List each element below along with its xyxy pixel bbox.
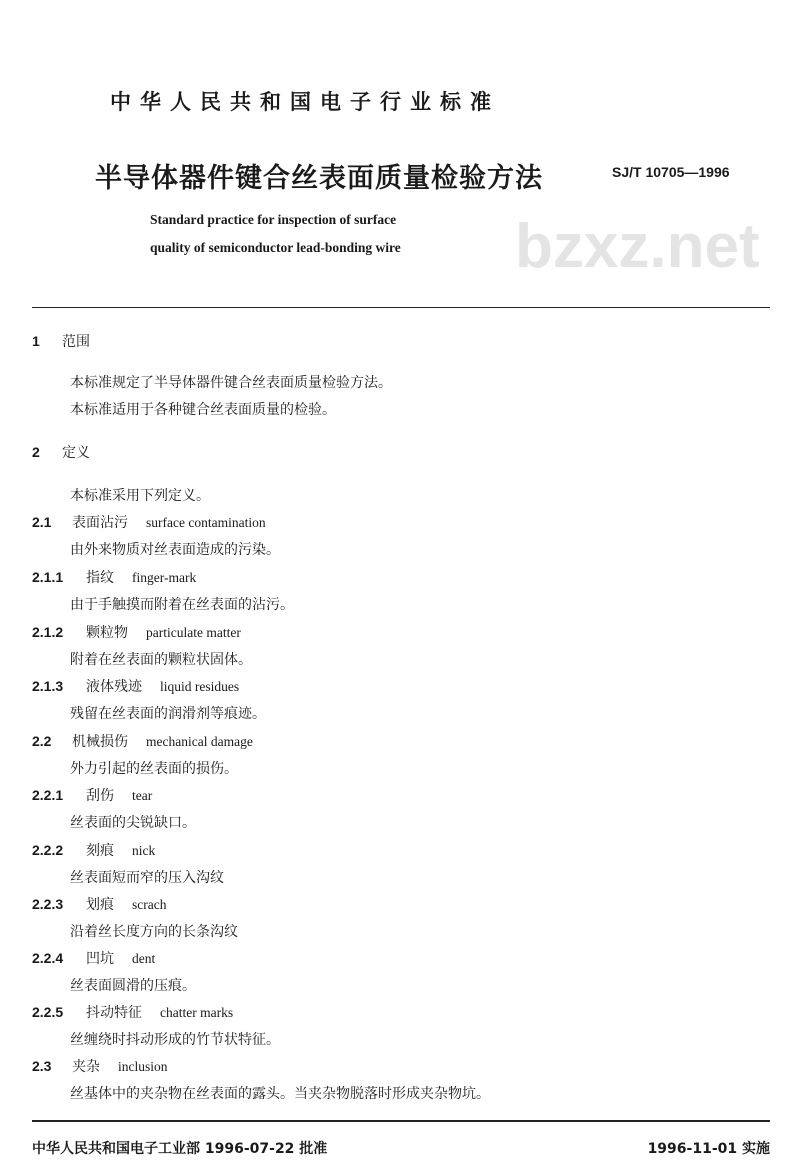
section-description: 本标准规定了半导体器件键合丝表面质量检验方法。 bbox=[70, 375, 392, 391]
section-number: 2.1.3 bbox=[32, 678, 64, 694]
section-english-term: scrach bbox=[132, 897, 167, 912]
section-term: 液体残迹 bbox=[86, 679, 142, 695]
section-number: 2.2.3 bbox=[32, 896, 64, 912]
section-english-term: inclusion bbox=[118, 1059, 168, 1074]
section-heading bbox=[32, 512, 266, 532]
section-heading bbox=[32, 840, 155, 860]
english-title-line-1: Standard practice for inspection of surface bbox=[150, 212, 397, 227]
section-english-term: tear bbox=[132, 788, 153, 803]
section-term: 刻痕 bbox=[86, 843, 114, 859]
section-number: 1 bbox=[32, 333, 40, 349]
section-description: 丝缠绕时抖动形成的竹节状特征。 bbox=[70, 1032, 280, 1048]
section-description: 附着在丝表面的颗粒状固体。 bbox=[70, 652, 252, 668]
english-title-line-2: quality of semiconductor lead-bonding wire bbox=[150, 240, 401, 255]
section-heading bbox=[32, 1056, 168, 1076]
section-term: 定义 bbox=[62, 445, 90, 461]
section-term: 划痕 bbox=[86, 897, 114, 913]
section-heading bbox=[32, 1002, 233, 1022]
section-heading bbox=[32, 442, 90, 462]
section-number: 2.2 bbox=[32, 733, 52, 749]
issuing-organization: 中华人民共和国电子行业标准 bbox=[110, 90, 500, 114]
section-english-term: dent bbox=[132, 951, 156, 966]
section-description: 沿着丝长度方向的长条沟纹 bbox=[70, 924, 238, 940]
section-description: 由外来物质对丝表面造成的污染。 bbox=[70, 542, 280, 558]
section-term: 机械损伤 bbox=[72, 734, 128, 750]
section-english-term: mechanical damage bbox=[146, 734, 253, 749]
section-number: 2 bbox=[32, 444, 40, 460]
section-term: 抖动特征 bbox=[86, 1005, 142, 1021]
section-term: 刮伤 bbox=[86, 788, 114, 804]
section-heading bbox=[32, 622, 241, 642]
section-description: 残留在丝表面的润滑剂等痕迹。 bbox=[70, 706, 266, 722]
section-description: 外力引起的丝表面的损伤。 bbox=[70, 761, 238, 777]
footer-divider bbox=[32, 1120, 770, 1122]
section-english-term: nick bbox=[132, 843, 156, 858]
section-description: 本标准适用于各种键合丝表面质量的检验。 bbox=[70, 402, 336, 418]
section-heading bbox=[32, 567, 196, 587]
section-number: 2.2.4 bbox=[32, 950, 64, 966]
section-term: 凹坑 bbox=[86, 951, 114, 967]
section-number: 2.1.1 bbox=[32, 569, 64, 585]
standard-code: SJ/T 10705—1996 bbox=[612, 164, 730, 180]
implementation-date: 1996-11-01 实施 bbox=[647, 1141, 770, 1157]
section-description: 丝表面的尖锐缺口。 bbox=[70, 815, 196, 831]
document-title: 半导体器件键合丝表面质量检验方法 bbox=[95, 163, 543, 194]
section-term: 指纹 bbox=[86, 570, 114, 586]
section-description: 丝表面短而窄的压入沟纹 bbox=[70, 870, 224, 886]
section-number: 2.2.1 bbox=[32, 787, 64, 803]
section-heading bbox=[32, 894, 166, 914]
section-description: 由于手触摸而附着在丝表面的沾污。 bbox=[70, 597, 294, 613]
section-english-term: particulate matter bbox=[146, 625, 241, 640]
section-description: 丝表面圆滑的压痕。 bbox=[70, 978, 196, 994]
section-heading bbox=[32, 785, 152, 805]
section-term: 夹杂 bbox=[72, 1059, 100, 1075]
section-heading bbox=[32, 731, 253, 751]
header-divider bbox=[32, 307, 770, 308]
watermark: bzxz.net bbox=[515, 212, 760, 281]
section-description: 丝基体中的夹杂物在丝表面的露头。当夹杂物脱落时形成夹杂物坑。 bbox=[70, 1086, 490, 1102]
section-english-term: liquid residues bbox=[160, 679, 240, 694]
section-number: 2.2.5 bbox=[32, 1004, 64, 1020]
approval-text: 中华人民共和国电子工业部 1996-07-22 批准 bbox=[32, 1141, 328, 1157]
section-description: 本标准采用下列定义。 bbox=[70, 488, 210, 504]
section-heading bbox=[32, 676, 239, 696]
section-heading bbox=[32, 331, 90, 351]
section-number: 2.1 bbox=[32, 514, 52, 530]
section-heading bbox=[32, 948, 155, 968]
section-term: 范围 bbox=[62, 334, 90, 350]
section-number: 2.2.2 bbox=[32, 842, 64, 858]
section-english-term: finger-mark bbox=[132, 570, 197, 585]
section-english-term: surface contamination bbox=[146, 515, 266, 530]
section-term: 颗粒物 bbox=[86, 625, 128, 641]
section-number: 2.3 bbox=[32, 1058, 52, 1074]
section-term: 表面沾污 bbox=[72, 515, 128, 531]
section-number: 2.1.2 bbox=[32, 624, 64, 640]
section-english-term: chatter marks bbox=[160, 1005, 234, 1020]
